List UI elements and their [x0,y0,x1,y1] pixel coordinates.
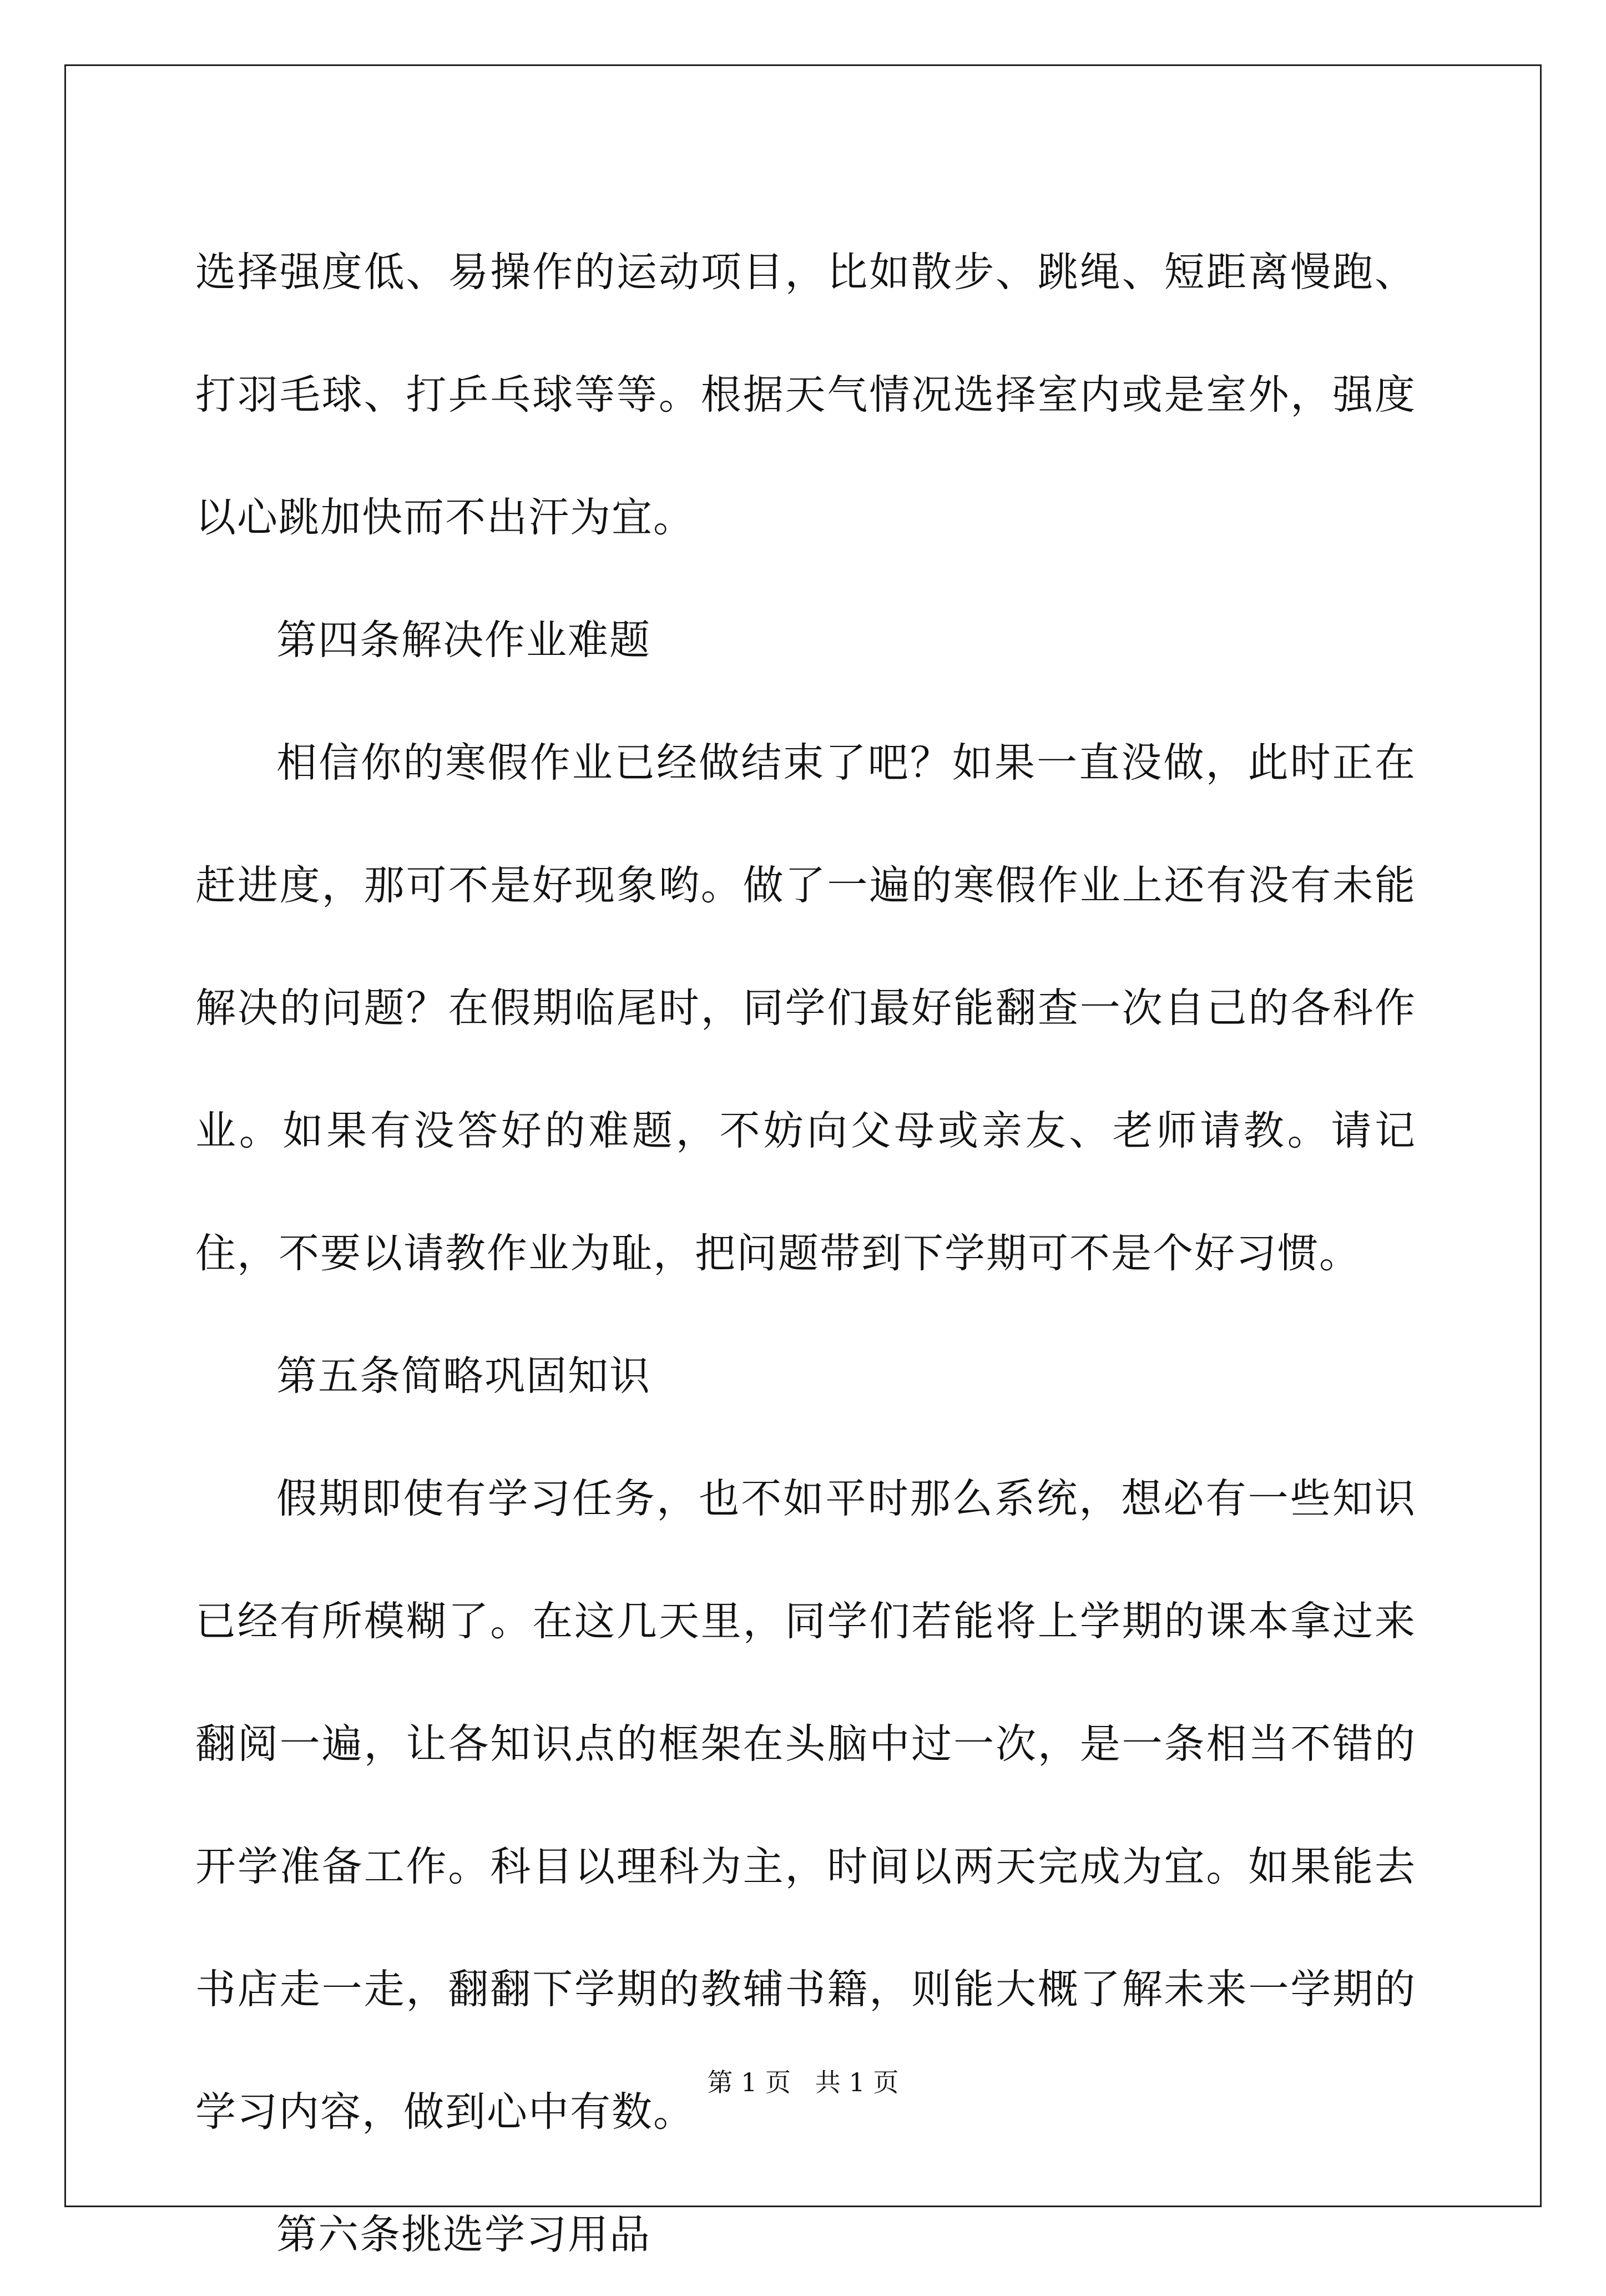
heading-article-4: 第四条解决作业难题 [276,617,651,664]
heading-article-5: 第五条简略巩固知识 [276,1353,651,1400]
page-footer: 第 1 页 共 1 页 [707,2067,899,2097]
paragraph-review: 假期即使有学习任务，也不如平时那么系统，想必有一些知识已经有所模糊了。在这几天里，同学们若能将上学期的课本拿过来翻阅一遍，让各知识点的框架在头脑中过一次，是一条相当不错的开学准备工作。科目以理科为主，时间以两天完成为宜。如果能去书店走一走，翻翻下学期的教辅书籍，则能大概了解未来一学期的学习内容，做到心中有数。 [195,1475,1416,2136]
heading-article-6: 第六条挑选学习用品 [276,2211,651,2258]
paragraph-homework: 相信你的寒假作业已经做结束了吧？如果一直没做，此时正在赶进度，那可不是好现象哟。做了一遍的寒假作业上还有没有未能解决的问题？在假期临尾时，同学们最好能翻查一次自己的各科作业。如果有没答好的难题，不妨向父母或亲友、老师请教。请记住，不要以请教作业为耻，把问题带到下学期可不是个好习惯。 [195,739,1416,1277]
document-body [195,211,1416,2296]
paragraph-exercise: 选择强度低、易操作的运动项目，比如散步、跳绳、短距离慢跑、打羽毛球、打乒乓球等等。根据天气情况选择室内或是室外，强度以心跳加快而不出汗为宜。 [195,249,1416,541]
